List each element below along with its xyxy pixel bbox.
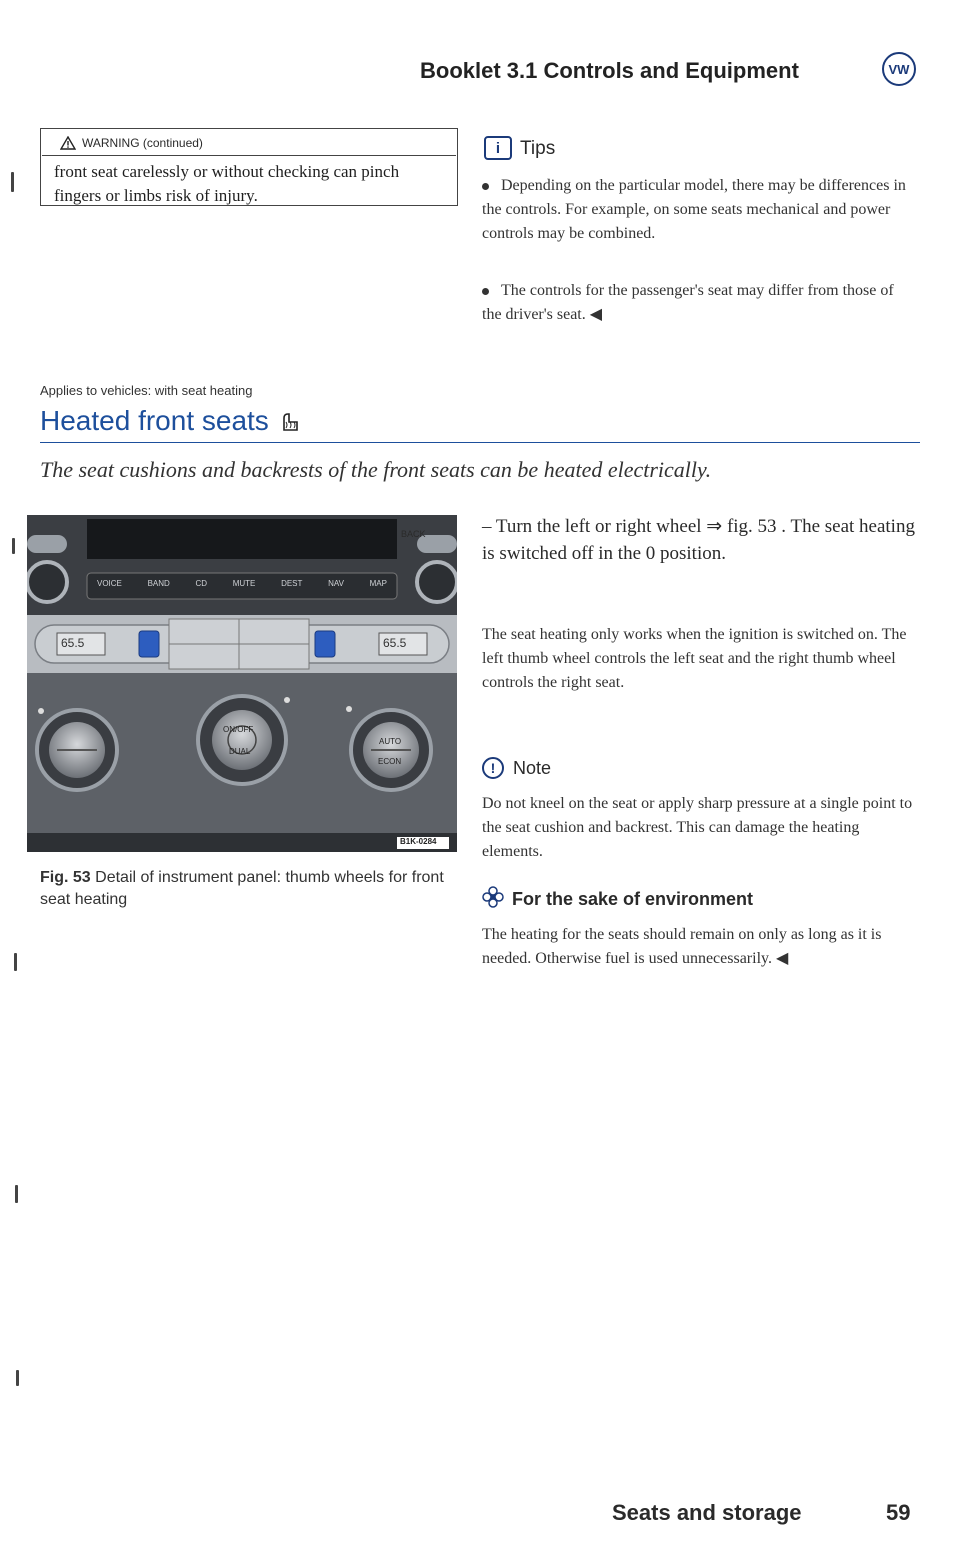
- tips-info-icon: i: [484, 136, 512, 160]
- environment-flower-icon: [482, 886, 504, 908]
- tips-title: Tips: [520, 138, 556, 159]
- panel-button-label: DEST: [281, 579, 303, 588]
- environment-text: The heating for the seats should remain on only as long as it is needed. Otherwise fuel is used unnecessarily. ◀: [482, 926, 882, 967]
- knob-label: ON/OFF: [223, 725, 254, 734]
- footer-section-title: Seats and storage: [612, 1500, 802, 1525]
- knob-label: ECON: [378, 757, 402, 766]
- figure-caption: Fig. 53 Detail of instrument panel: thumb wheels for front seat heating: [40, 869, 444, 908]
- end-marker-icon: ◀: [775, 950, 789, 967]
- section-divider: [40, 442, 920, 443]
- warning-header: [42, 130, 456, 156]
- end-marker-icon: ◀: [589, 306, 603, 323]
- climate-control-illustration: [27, 515, 457, 852]
- back-button-label: BACK: [401, 529, 426, 539]
- page-header-title: Booklet 3.1 Controls and Equipment: [420, 58, 799, 83]
- panel-button-label: CD: [195, 579, 208, 588]
- page-number: 59: [886, 1500, 911, 1525]
- instrument-panel-photo: [27, 515, 457, 852]
- note-text: Do not kneel on the seat or apply sharp pressure at a single point to the seat cushion and backrest. This can damage the heating elements.: [482, 795, 913, 860]
- radio-button-row: [97, 579, 387, 588]
- knob-label: DUAL: [229, 747, 251, 756]
- panel-button-label: MAP: [369, 579, 387, 588]
- note-title: Note: [513, 758, 552, 778]
- left-temp-display: 65.5: [61, 636, 85, 650]
- body-paragraph: The seat heating only works when the ignition is switched on. The left thumb wheel controls the left seat and the right thumb wheel controls the right seat.: [482, 626, 907, 691]
- margin-mark: [15, 1185, 18, 1203]
- margin-mark: [16, 1370, 19, 1386]
- figure-code: B1K-0284: [400, 837, 437, 846]
- bullet-icon: [482, 288, 489, 295]
- section-title: Heated front seats: [40, 405, 303, 437]
- margin-mark: [12, 538, 15, 554]
- section-lead: The seat cushions and backrests of the front seats can be heated electrically.: [40, 457, 712, 482]
- panel-button-label: VOICE: [97, 579, 122, 588]
- vw-logo-icon: VW: [882, 52, 916, 86]
- warning-text: front seat carelessly or without checking can pinch fingers or limbs risk of injury.: [54, 162, 400, 205]
- applies-to-note: Applies to vehicles: with seat heating: [40, 383, 253, 398]
- panel-button-label: NAV: [328, 579, 344, 588]
- tips-item: The controls for the passenger's seat may differ from those of the driver's seat. ◀: [482, 282, 894, 323]
- warning-triangle-icon: [60, 136, 76, 150]
- panel-button-label: BAND: [147, 579, 170, 588]
- bullet-icon: [482, 183, 489, 190]
- panel-button-label: MUTE: [232, 579, 256, 588]
- warning-label: WARNING (continued): [82, 135, 203, 150]
- knob-label: AUTO: [379, 737, 402, 746]
- seat-heating-icon: [277, 408, 303, 434]
- margin-mark: [14, 953, 17, 971]
- note-icon: !: [482, 757, 504, 779]
- environment-title: For the sake of environment: [512, 889, 754, 909]
- margin-mark: [11, 172, 14, 192]
- right-temp-display: 65.5: [383, 636, 407, 650]
- instruction-step: – Turn the left or right wheel ⇒ fig. 53 . The seat heating is switched off in the 0 position.: [482, 516, 915, 564]
- tips-item: Depending on the particular model, there may be differences in the controls. For example, on some seats mechanical and power controls may be combined.: [482, 177, 906, 242]
